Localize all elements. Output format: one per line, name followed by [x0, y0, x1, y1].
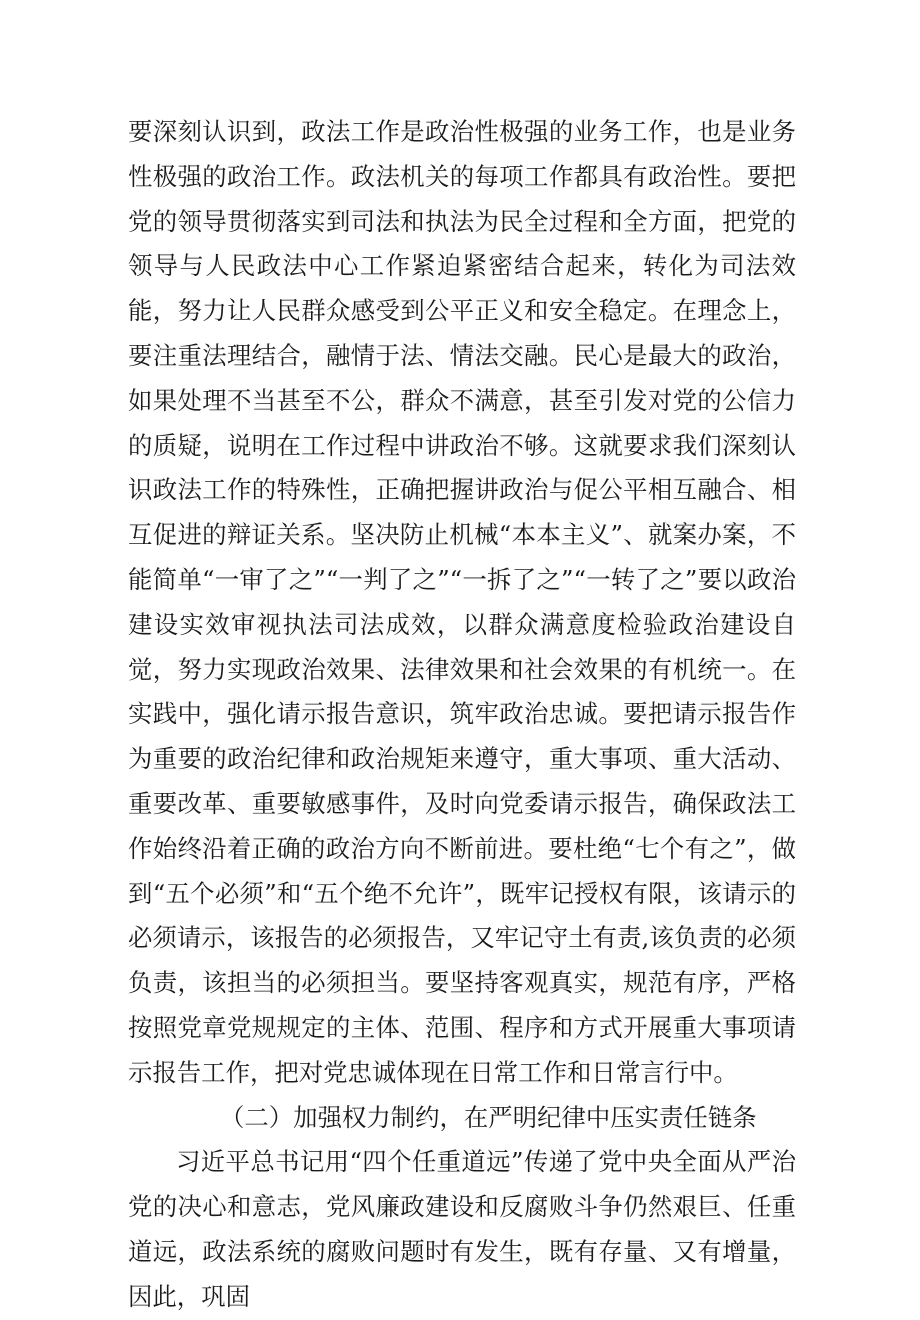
body-paragraph: 要深刻认识到，政法工作是政治性极强的业务工作，也是业务性极强的政治工作。政法机关的每项工作都具有政治性。要把党的领导贯彻落实到司法和执法为民全过程和全方面，把党的领导与人民政法中心工作紧迫紧密结合起来，转化为司法效能，努力让人民群众感受到公平正义和安全稳定。在理念上，要注重法理结合，融情于法、情法交融。民心是最大的政治，如果处理不当甚至不公，群众不满意，甚至引发对党的公信力的质疑，说明在工作过程中讲政治不够。这就要求我们深刻认识政法工作的特殊性，正确把握讲政治与促公平相互融合、相互促进的辩证关系。坚决防止机械“本本主义”、就案办案，不能简单“一审了之”“一判了之”“一拆了之”“一转了之”要以政治建设实效审视执法司法成效，以群众满意度检验政治建设自觉，努力实现政治效果、法律效果和社会效果的有机统一。在实践中，强化请示报告意识，筑牢政治忠诚。要把请示报告作为重要的政治纪律和政治规矩来遵守，重大事项、重大活动、重要改革、重要敏感事件，及时向党委请示报告，确保政法工作始终沿着正确的政治方向不断前进。要杜绝“七个有之”，做到“五个必须”和“五个绝不允许”，既牢记授权有限，该请示的必须请示，该报告的必须报告，又牢记守土有责,该负责的必须负责，该担当的必须担当。要坚持客观真实，规范有序，严格按照党章党规规定的主体、范围、程序和方式开展重大事项请示报告工作，把对党忠诚体现在日常工作和日常言行中。 — [128, 117, 796, 1087]
document-body — [128, 110, 796, 1320]
body-paragraph-closing: 习近平总书记用“四个任重道远”传递了党中央全面从严治党的决心和意志，党风廉政建设和反腐败斗争仍然艰巨、任重道远，政法系统的腐败问题时有发生，既有存量、又有增量，因此，巩固 — [128, 1147, 796, 1311]
section-heading: （二）加强权力制约，在严明纪律中压实责任链条 — [220, 1102, 757, 1132]
